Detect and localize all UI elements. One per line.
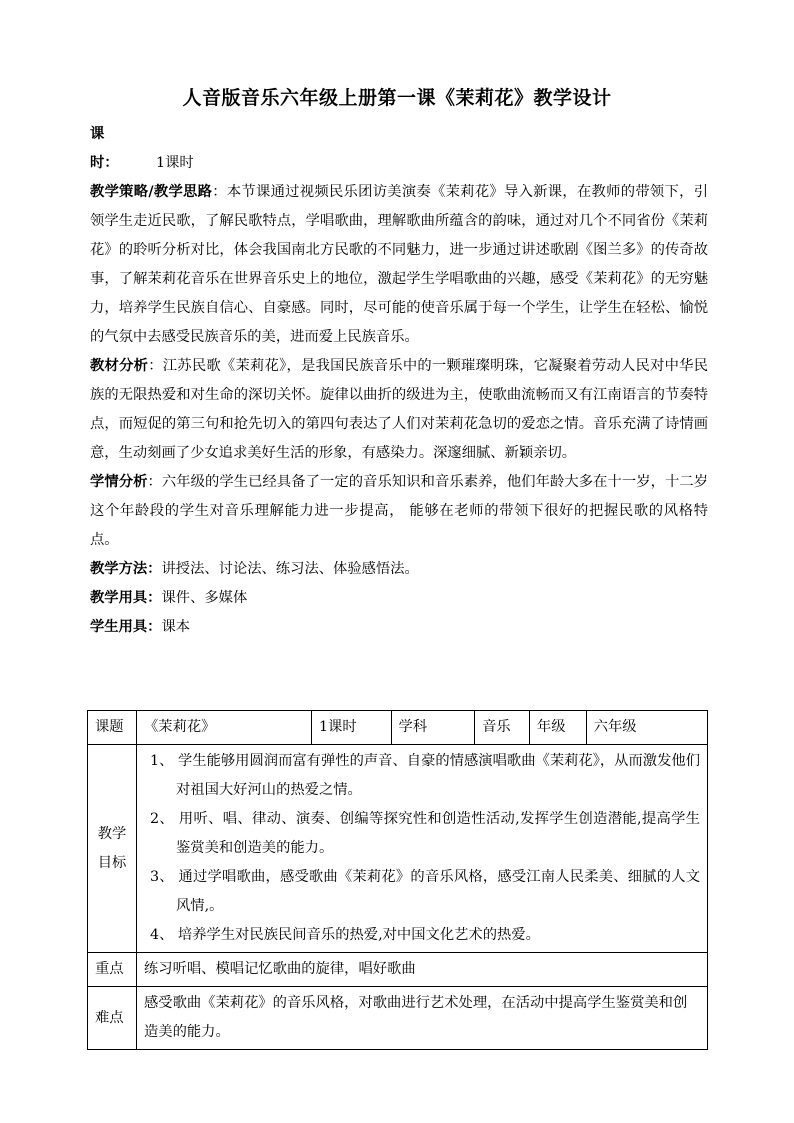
key-cell: 练习听唱、模唱记忆歌曲的旋律，唱好歌曲 <box>137 953 708 987</box>
student-tools-line <box>90 613 708 642</box>
students-text: ：六年级的学生已经具备了一定的音乐知识和音乐素养，他们年龄大多在十一岁，十二岁这个年龄段的学生对音乐理解能力进一步提高， 能够在老师的带领下很好的把握民歌的风格特点。 <box>90 474 709 548</box>
lesson-intro <box>90 120 708 642</box>
student-tools-label: 学生用具： <box>90 619 162 635</box>
objective-item: 2、 用听、唱、律动、演奏、创编等探究性和创造性活动,发挥学生创造潜能,提高学生鉴赏美和创造美的能力。 <box>150 811 700 856</box>
methods-text: 讲授法、讨论法、练习法、体验感悟法。 <box>161 561 419 577</box>
table-row <box>88 987 708 1050</box>
topic-cell: 《茉莉花》 <box>137 711 312 745</box>
material-paragraph <box>90 352 708 468</box>
methods-label: 教学方法： <box>90 561 162 577</box>
document-title: 人音版音乐六年级上册第一课《茉莉花》教学设计 <box>182 87 612 109</box>
table-row <box>88 711 708 745</box>
objective-item: 4、 培养学生对民族民间音乐的热爱,对中国文化艺术的热爱。 <box>150 927 540 943</box>
table-row <box>88 953 708 987</box>
grade-cell: 六年级 <box>586 711 707 745</box>
subject-cell: 音乐 <box>475 711 530 745</box>
class-hours-line <box>90 120 708 178</box>
methods-line <box>90 555 708 584</box>
lesson-table <box>87 710 708 1050</box>
objectives-label-cell: 教学目标 <box>88 745 137 953</box>
hours-cell: 1课时 <box>311 711 391 745</box>
students-paragraph <box>90 468 708 555</box>
objective-item: 1、 学生能够用圆润而富有弹性的声音、自豪的情感演唱歌曲《茉莉花》，从而激发他们对祖国大好河山的热爱之情。 <box>150 753 700 798</box>
difficulty-cell: 感受歌曲《茉莉花》的音乐风格，对歌曲进行艺术处理，在活动中提高学生鉴赏美和创造美的能力。 <box>137 987 708 1050</box>
table-row <box>88 745 708 953</box>
strategy-paragraph <box>90 178 708 352</box>
student-tools-text: 课本 <box>161 619 191 635</box>
key-label-cell: 重点 <box>88 953 137 987</box>
material-label: 教材分析 <box>90 358 149 374</box>
teacher-tools-text: 课件、多媒体 <box>161 590 248 606</box>
grade-label-cell: 年级 <box>529 711 586 745</box>
topic-label-cell: 课题 <box>88 711 137 745</box>
objectives-cell <box>137 745 708 953</box>
objective-item: 3、 通过学唱歌曲，感受歌曲《茉莉花》的音乐风格，感受江南人民柔美、细腻的人文风情,。 <box>150 869 700 914</box>
material-text: ：江苏民歌《茉莉花》，是我国民族音乐中的一颗璀璨明珠，它凝聚着劳动人民对中华民族的无限热爱和对生命的深切关怀。旋律以曲折的级进为主，使歌曲流畅而又有江南语言的节奏特点，而短促的第三句和抢先切入的第四句表达了人们对茉莉花急切的爱恋之情。音乐充满了诗情画意，生动刻画了少女追求美好生活的形象，有感染力。深邃细腻、新颖亲切。 <box>90 358 708 461</box>
teacher-tools-label: 教学用具： <box>90 590 162 606</box>
students-label: 学情分析 <box>90 474 148 490</box>
strategy-text: ：本节课通过视频民乐团访美演奏《茉莉花》导入新课，在教师的带领下，引领学生走近民歌，了解民歌特点，学唱歌曲，理解歌曲所蕴含的韵味，通过对几个不同省份《茉莉花》的聆听分析对比，体会我国南北方民歌的不同魅力，进一步通过讲述歌剧《图兰多》的传奇故事，了解茉莉花音乐在世界音乐史上的地位，激起学生学唱歌曲的兴趣，感受《茉莉花》的无穷魅力，培养学生民族自信心、自豪感。同时，尽可能的使音乐属于每一个学生，让学生在轻松、愉悦的气氛中去感受民族音乐的美，进而爱上民族音乐。 <box>90 184 708 345</box>
strategy-label: 教学策略/教学思路 <box>90 184 213 200</box>
class-hours-value: 1课时 <box>156 155 194 171</box>
teacher-tools-line <box>90 584 708 613</box>
subject-label-cell: 学科 <box>391 711 475 745</box>
difficulty-label-cell: 难点 <box>88 987 137 1050</box>
class-hours-label: 课时： <box>90 126 119 171</box>
